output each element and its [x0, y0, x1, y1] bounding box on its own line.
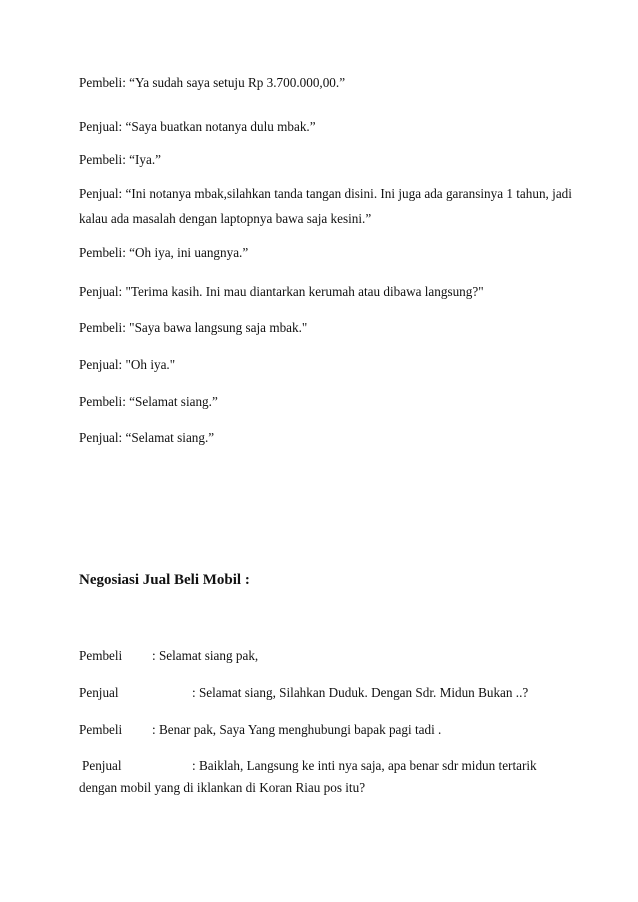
speaker-text: : Baiklah, Langsung ke inti nya saja, apa benar sdr midun tertarik — [192, 758, 537, 773]
speaker-text: : Selamat siang pak, — [152, 648, 259, 663]
dialog-line: Penjual: “Selamat siang.” — [79, 430, 215, 445]
dialog-line: kalau ada masalah dengan laptopnya bawa saja kesini.” — [79, 211, 372, 226]
dialog-line: Pembeli: “Iya.” — [79, 152, 162, 167]
speaker-label: Penjual — [82, 758, 122, 773]
dialog-line: Penjual: "Oh iya." — [79, 357, 176, 372]
dialog-line: Penjual: “Saya buatkan notanya dulu mbak.” — [79, 119, 316, 134]
section-heading: Negosiasi Jual Beli Mobil : — [79, 572, 250, 588]
speaker-label: Pembeli — [79, 722, 123, 737]
dialog-continuation: dengan mobil yang di iklankan di Koran Riau pos itu? — [79, 780, 366, 795]
dialog-line: Pembeli: “Oh iya, ini uangnya.” — [79, 245, 249, 260]
speaker-text: : Benar pak, Saya Yang menghubungi bapak pagi tadi . — [152, 722, 442, 737]
speaker-label: Penjual — [79, 685, 119, 700]
speaker-label: Pembeli — [79, 648, 123, 663]
dialog-line: Penjual: "Terima kasih. Ini mau diantarkan kerumah atau dibawa langsung?" — [79, 284, 484, 299]
speaker-text: : Selamat siang, Silahkan Duduk. Dengan Sdr. Midun Bukan ..? — [192, 685, 529, 700]
dialog-line: Pembeli: "Saya bawa langsung saja mbak." — [79, 320, 308, 335]
dialog-line: Pembeli: “Selamat siang.” — [79, 394, 218, 409]
dialog-line: Penjual: “Ini notanya mbak,silahkan tanda tangan disini. Ini juga ada garansinya 1 tahun, jadi — [79, 186, 572, 201]
dialog-line: Pembeli: “Ya sudah saya setuju Rp 3.700.000,00.” — [79, 75, 346, 90]
